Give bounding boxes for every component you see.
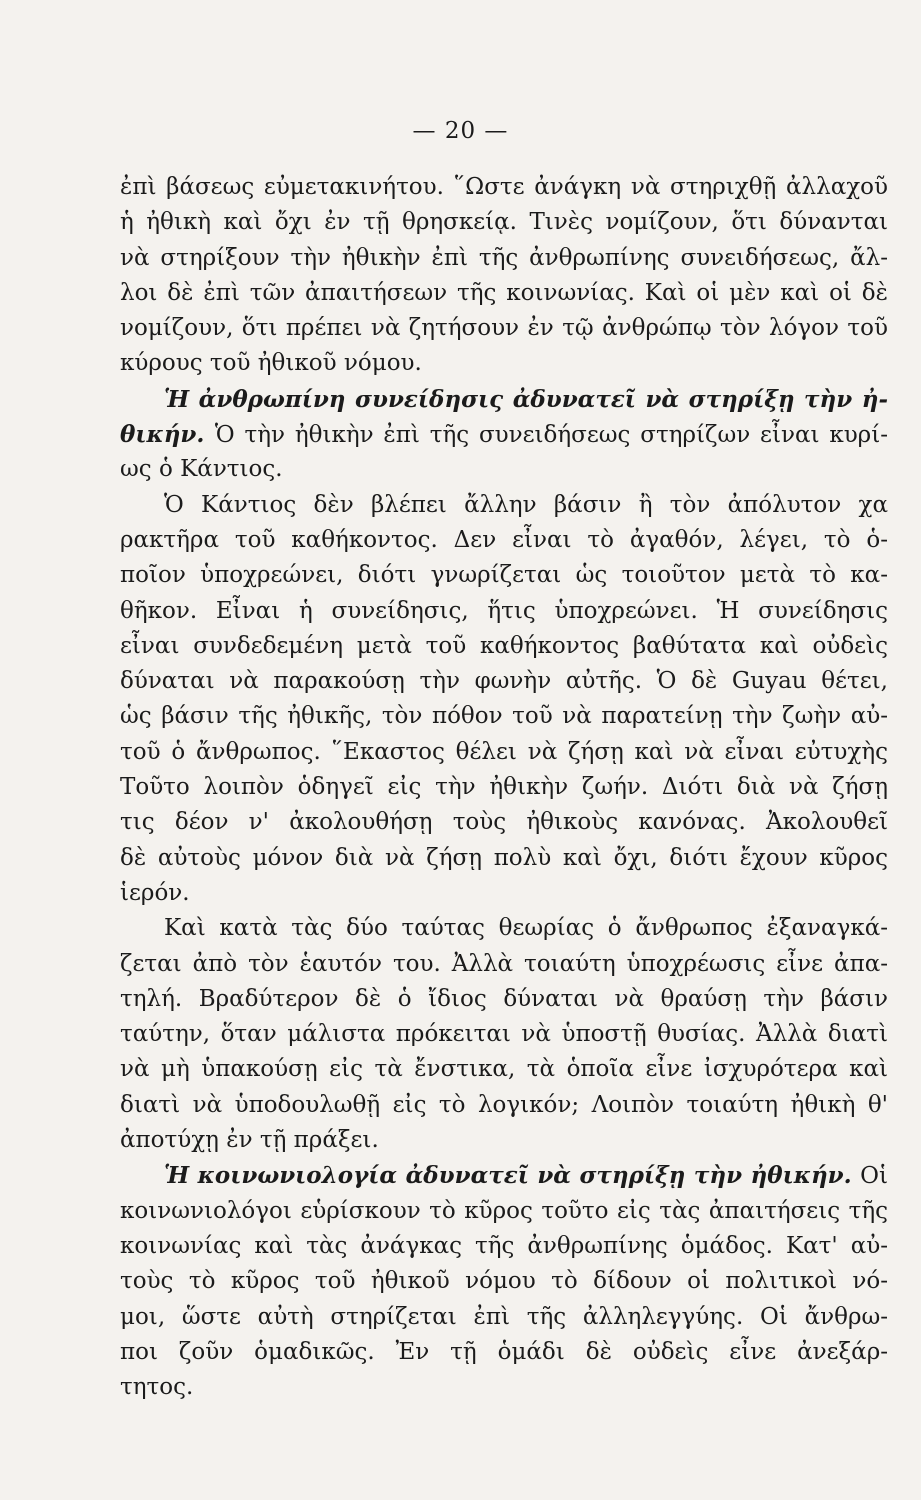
text-line [120, 311, 888, 346]
text-line [120, 770, 888, 805]
text-segment: ζεται ἀπὸ τὸν ἑαυτόν του. Ἀλλὰ τοιαύτη ὑποχρέωσις εἶνε ἀπα- [120, 950, 888, 977]
text-line [120, 841, 888, 876]
text-line [120, 1229, 888, 1264]
text-segment: θῆκον. Εἶναι ἡ συνείδησις, ἥτις ὑποχρεώνει. Ἡ συνείδησις [120, 597, 888, 624]
text-segment: διατὶ νὰ ὑποδουλωθῇ εἰς τὸ λογικόν; Λοιπὸν τοιαύτη ἠθικὴ θ' [120, 1091, 888, 1118]
text-line [120, 1194, 888, 1229]
text-line [120, 417, 888, 452]
text-line [120, 629, 888, 664]
text-segment: Οἱ [860, 1163, 888, 1190]
text-line [120, 1017, 888, 1052]
text-line [120, 735, 888, 770]
text-segment: δὲ αὐτοὺς μόνον διὰ νὰ ζήσῃ πολὺ καὶ ὄχι, διότι ἔχουν κῦρος [120, 844, 888, 871]
section-heading: θικήν. [120, 421, 215, 449]
text-line [120, 241, 888, 276]
text-segment: ρακτῆρα τοῦ καθήκοντος. Δεν εἶναι τὸ ἀγαθόν, λέγει, τὸ ὁ- [120, 526, 888, 553]
text-segment: δύναται νὰ παρακούσῃ τὴν φωνὴν αὐτῆς. Ὁ δὲ Guyau θέτει, [120, 668, 888, 695]
text-segment: ὡς βάσιν τῆς ἠθικῆς, τὸν πόθον τοῦ νὰ παρατείνῃ τὴν ζωὴν αὐ- [120, 703, 888, 730]
text-line [120, 1088, 888, 1123]
body-text [120, 170, 888, 1405]
text-line [120, 382, 888, 417]
text-line [120, 699, 888, 734]
text-segment: κύρους τοῦ ἠθικοῦ νόμου. [120, 350, 422, 377]
text-line [120, 523, 888, 558]
text-line [120, 594, 888, 629]
text-segment: ποῖον ὑποχρεώνει, διότι γνωρίζεται ὡς τοιοῦτον μετὰ τὸ κα- [120, 562, 888, 589]
text-segment: νὰ μὴ ὑπακούσῃ εἰς τὰ ἔνστικα, τὰ ὁποῖα εἶνε ἰσχυρότερα καὶ [120, 1056, 888, 1083]
text-line [120, 558, 888, 593]
text-line [120, 982, 888, 1017]
text-line [120, 664, 888, 699]
text-segment: νομίζουν, ὅτι πρέπει νὰ ζητήσουν ἐν τῷ ἀνθρώπῳ τὸν λόγον τοῦ [120, 315, 888, 342]
text-segment: τοῦ ὁ ἄνθρωπος. ῞Εκαστος θέλει νὰ ζήσῃ καὶ νὰ εἶναι εὐτυχὴς [120, 738, 888, 765]
text-line [120, 1370, 888, 1405]
text-line [120, 1158, 888, 1193]
text-segment: ταύτην, ὅταν μάλιστα πρόκειται νὰ ὑποστῇ θυσίας. Ἀλλὰ διατὶ [120, 1021, 888, 1048]
text-segment: εἶναι συνδεδεμένη μετὰ τοῦ καθήκοντος βαθύτατα καὶ οὐδεὶς [120, 632, 888, 659]
text-segment: Καὶ κατὰ τὰς δύο ταύτας θεωρίας ὁ ἄνθρωπος ἐξαναγκά- [164, 915, 888, 942]
text-segment: ἐπὶ βάσεως εὐμετακινήτου. ῞Ωστε ἀνάγκη νὰ στηριχθῇ ἀλλαχοῦ [120, 174, 888, 200]
text-line [120, 876, 888, 911]
text-segment: τοὺς τὸ κῦρος τοῦ ἠθικοῦ νόμου τὸ δίδουν οἱ πολιτικοὶ νό- [120, 1268, 888, 1295]
text-segment: Τοῦτο λοιπὸν ὁδηγεῖ εἰς τὴν ἠθικὴν ζωήν. Διότι διὰ νὰ ζήσῃ [120, 774, 888, 801]
text-line [120, 805, 888, 840]
text-line [120, 346, 888, 381]
text-segment: τις δέον ν' ἀκολουθήσῃ τοὺς ἠθικοὺς κανόνας. Ἀκολουθεῖ [120, 809, 888, 836]
text-segment: Ὁ Κάντιος δὲν βλέπει ἄλλην βάσιν ἢ τὸν ἀπόλυτον χα [164, 491, 888, 518]
text-line [120, 1264, 888, 1299]
text-line [120, 276, 888, 311]
text-line [120, 205, 888, 240]
text-segment: ἡ ἠθικὴ καὶ ὄχι ἐν τῇ θρησκείᾳ. Τινὲς νομίζουν, ὅτι δύνανται [120, 209, 888, 236]
text-line [120, 452, 888, 487]
text-line [120, 1335, 888, 1370]
text-line [120, 911, 888, 946]
section-heading: Ἡ κοινωνιολογία ἀδυνατεῖ νὰ στηρίξῃ τὴν ἠθικήν. [164, 1162, 861, 1190]
section-heading: Ἡ ἀνθρωπίνη συνείδησις ἀδυνατεῖ νὰ στηρίξῃ τὴν ἠ- [164, 385, 888, 413]
text-segment: ἀποτύχῃ ἐν τῇ πράξει. [120, 1127, 379, 1154]
text-segment: λοι δὲ ἐπὶ τῶν ἀπαιτήσεων τῆς κοινωνίας. Καὶ οἱ μὲν καὶ οἱ δὲ [120, 279, 888, 306]
text-segment: νὰ στηρίξουν τὴν ἠθικὴν ἐπὶ τῆς ἀνθρωπίνης συνειδήσεως, ἄλ- [120, 244, 888, 271]
text-line [120, 1123, 888, 1158]
text-segment: Ὁ τὴν ἠθικὴν ἐπὶ τῆς συνειδήσεως στηρίζων εἶναι κυρί- [214, 422, 888, 449]
text-line [120, 170, 888, 205]
text-segment: κοινωνίας καὶ τὰς ἀνάγκας τῆς ἀνθρωπίνης ὁμάδος. Κατ' αὐ- [120, 1232, 888, 1259]
page-number: — 20 — [412, 118, 509, 144]
text-line [120, 1300, 888, 1335]
text-segment: ἱερόν. [120, 879, 190, 906]
text-segment: τηλή. Βραδύτερον δὲ ὁ ἴδιος δύναται νὰ θραύσῃ τὴν βάσιν [120, 985, 888, 1012]
text-segment: ποι ζοῦν ὁμαδικῶς. Ἐν τῇ ὁμάδι δὲ οὐδεὶς εἶνε ἀνεξάρ- [120, 1338, 888, 1365]
text-segment: ως ὁ Κάντιος. [120, 456, 283, 483]
text-line [120, 947, 888, 982]
text-segment: κοινωνιολόγοι εὑρίσκουν τὸ κῦρος τοῦτο εἰς τὰς ἀπαιτήσεις τῆς [120, 1197, 888, 1224]
text-line [120, 488, 888, 523]
text-segment: τητος. [120, 1374, 194, 1401]
text-line [120, 1052, 888, 1087]
text-segment: μοι, ὥστε αὐτὴ στηρίζεται ἐπὶ τῆς ἀλληλεγγύης. Οἱ ἄνθρω- [120, 1303, 888, 1330]
